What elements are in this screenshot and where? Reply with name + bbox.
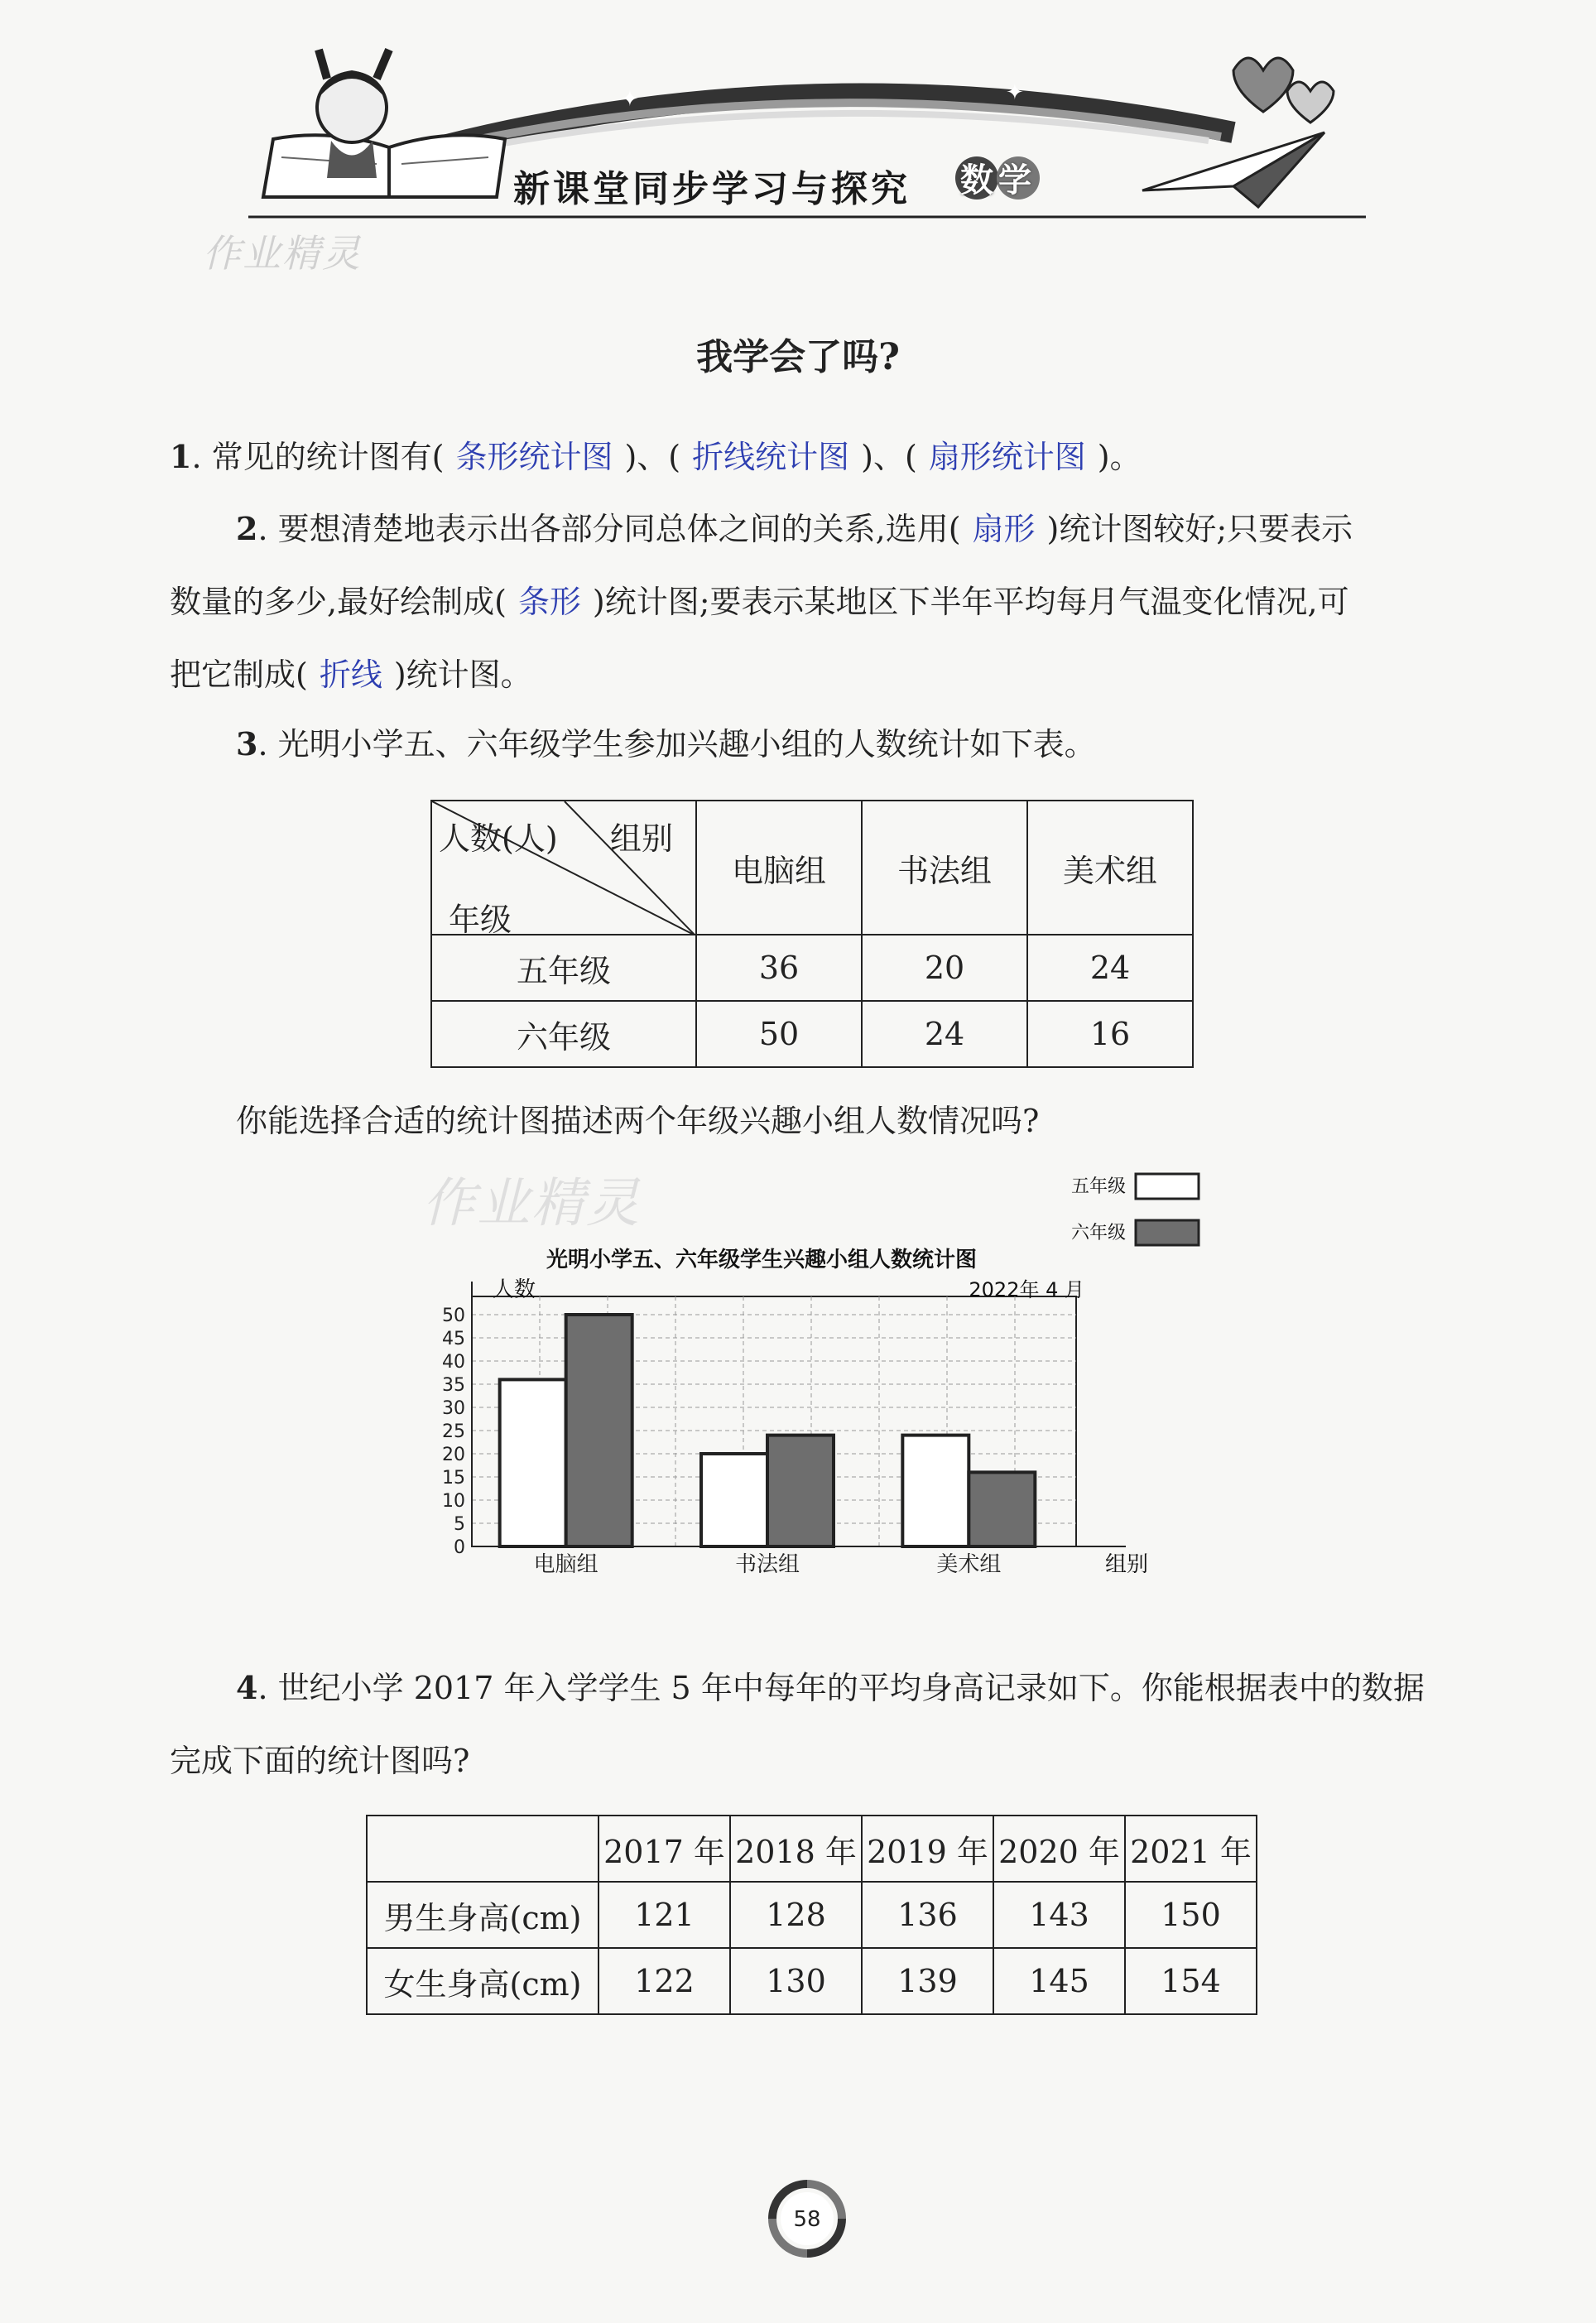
bar-grade5 [902, 1436, 969, 1546]
interest-group-table [430, 800, 1194, 1068]
answer-text: 扇形统计图 [928, 439, 1086, 475]
legend-swatch [1136, 1174, 1199, 1199]
y-tick-label: 5 [454, 1514, 465, 1535]
table-cell: 20 [862, 935, 1027, 1001]
question-number: 3 [236, 725, 258, 762]
table-cell: 121 [598, 1882, 730, 1948]
table-cell: 128 [730, 1882, 862, 1948]
table-cell: 136 [862, 1882, 993, 1948]
row-label: 五年级 [431, 935, 696, 1001]
chart-watermark: 作业精灵 [422, 1173, 641, 1234]
table-row [431, 1001, 1193, 1067]
question-text: . 光明小学五、六年级学生参加兴趣小组的人数统计如下表。 [257, 726, 1096, 762]
height-table [366, 1815, 1257, 2015]
y-tick-label: 40 [442, 1352, 465, 1373]
column-header: 电脑组 [696, 801, 862, 935]
row-label: 女生身高(cm) [367, 1948, 598, 2014]
bar-chart [414, 1159, 1209, 1590]
question-text: )统计图。 [393, 656, 532, 693]
question-3 [236, 708, 1527, 781]
table-cell: 24 [862, 1001, 1027, 1067]
table-cell: 150 [1125, 1882, 1257, 1948]
column-header: 书法组 [862, 801, 1027, 935]
answer-text: 扇形 [972, 511, 1036, 547]
svg-text:✦: ✦ [621, 87, 639, 112]
column-header: 2021 年 [1125, 1816, 1257, 1882]
table-corner-cell [431, 801, 696, 938]
table-cell: 145 [993, 1948, 1125, 2014]
question-text: . 世纪小学 2017 年入学学生 5 年中每年的平均身高记录如下。你能根据表中的数据 [257, 1670, 1425, 1706]
row-label: 男生身高(cm) [367, 1882, 598, 1948]
corner-label-grade: 年级 [449, 902, 512, 938]
question-text: 完成下面的统计图吗? [170, 1743, 470, 1779]
table-cell: 154 [1125, 1948, 1257, 2014]
question-text: )统计图较好;只要表示 [1046, 511, 1353, 547]
corner-label-count: 人数(人) [439, 820, 558, 857]
x-tick-label: 电脑组 [533, 1552, 598, 1577]
table-cell: 36 [696, 935, 862, 1001]
question-3-prompt: 你能选择合适的统计图描述两个年级兴趣小组人数情况吗? [236, 1103, 1040, 1139]
question-text: . 要想清楚地表示出各部分同总体之间的关系,选用( [257, 511, 961, 547]
question-4 [170, 1652, 1461, 1797]
column-header: 2020 年 [993, 1816, 1125, 1882]
page-number: 58 [793, 2207, 821, 2232]
corner-label-group: 组别 [610, 820, 674, 857]
row-label: 六年级 [431, 1001, 696, 1067]
question-text: . 常见的统计图有( [191, 439, 445, 475]
question-text: )。 [1097, 439, 1142, 475]
watermark: 作业精灵 [203, 231, 362, 276]
legend-swatch [1136, 1220, 1199, 1245]
question-text: 把它制成( [170, 656, 308, 693]
bar-grade6 [767, 1436, 834, 1546]
answer-text: 条形 [517, 584, 581, 620]
y-tick-label: 20 [442, 1445, 465, 1465]
question-text: )统计图;要表示某地区下半年平均每月气温变化情况,可 [592, 584, 1349, 620]
question-number: 4 [236, 1669, 258, 1706]
x-axis-label: 组别 [1105, 1552, 1149, 1577]
column-header: 美术组 [1027, 801, 1193, 935]
table-row [367, 1882, 1257, 1948]
column-header: 2017 年 [598, 1816, 730, 1882]
question-text: )、( [624, 439, 681, 475]
table-corner-cell [367, 1816, 598, 1882]
answer-text: 折线 [319, 656, 382, 693]
y-axis-label: 人数 [493, 1277, 536, 1302]
y-tick-label: 30 [442, 1398, 465, 1419]
table-cell: 143 [993, 1882, 1125, 1948]
header-subject: 数学 [960, 161, 1036, 200]
question-number: 1 [170, 438, 192, 475]
column-header: 2018 年 [730, 1816, 862, 1882]
y-tick-label: 0 [454, 1537, 465, 1558]
question-text: )、( [861, 439, 917, 475]
bar-grade6 [566, 1315, 632, 1546]
y-tick-label: 50 [442, 1306, 465, 1326]
column-header: 2019 年 [862, 1816, 993, 1882]
table-cell: 50 [696, 1001, 862, 1067]
bar-grade5 [500, 1379, 566, 1546]
answer-text: 折线统计图 [692, 439, 850, 475]
y-tick-label: 10 [442, 1491, 465, 1512]
answer-text: 条形统计图 [455, 439, 613, 475]
y-tick-label: 35 [442, 1375, 465, 1396]
table-cell: 24 [1027, 935, 1193, 1001]
bar-grade5 [701, 1454, 767, 1546]
x-tick-label: 书法组 [734, 1552, 800, 1577]
table-cell: 139 [862, 1948, 993, 2014]
question-2 [170, 493, 1461, 711]
table-cell: 130 [730, 1948, 862, 2014]
table-cell: 16 [1027, 1001, 1193, 1067]
y-tick-label: 15 [442, 1468, 465, 1489]
legend-label: 六年级 [1070, 1223, 1126, 1243]
y-tick-label: 25 [442, 1421, 465, 1442]
chart-title: 光明小学五、六年级学生兴趣小组人数统计图 [546, 1248, 978, 1272]
table-row [367, 1948, 1257, 2014]
legend-label: 五年级 [1070, 1176, 1126, 1197]
table-row [431, 935, 1193, 1001]
question-number: 2 [236, 510, 258, 547]
bar-grade6 [969, 1472, 1035, 1546]
question-text: 数量的多少,最好绘制成( [170, 584, 507, 620]
section-title: 我学会了吗? [696, 336, 900, 378]
x-tick-label: 美术组 [936, 1552, 1002, 1577]
question-1 [170, 421, 1461, 493]
table-cell: 122 [598, 1948, 730, 2014]
chart-date: 2022年 4 月 [969, 1278, 1084, 1301]
y-tick-label: 45 [442, 1329, 465, 1349]
header-title: 新课堂同步学习与探究 [513, 168, 911, 210]
svg-text:✦: ✦ [1006, 80, 1024, 105]
